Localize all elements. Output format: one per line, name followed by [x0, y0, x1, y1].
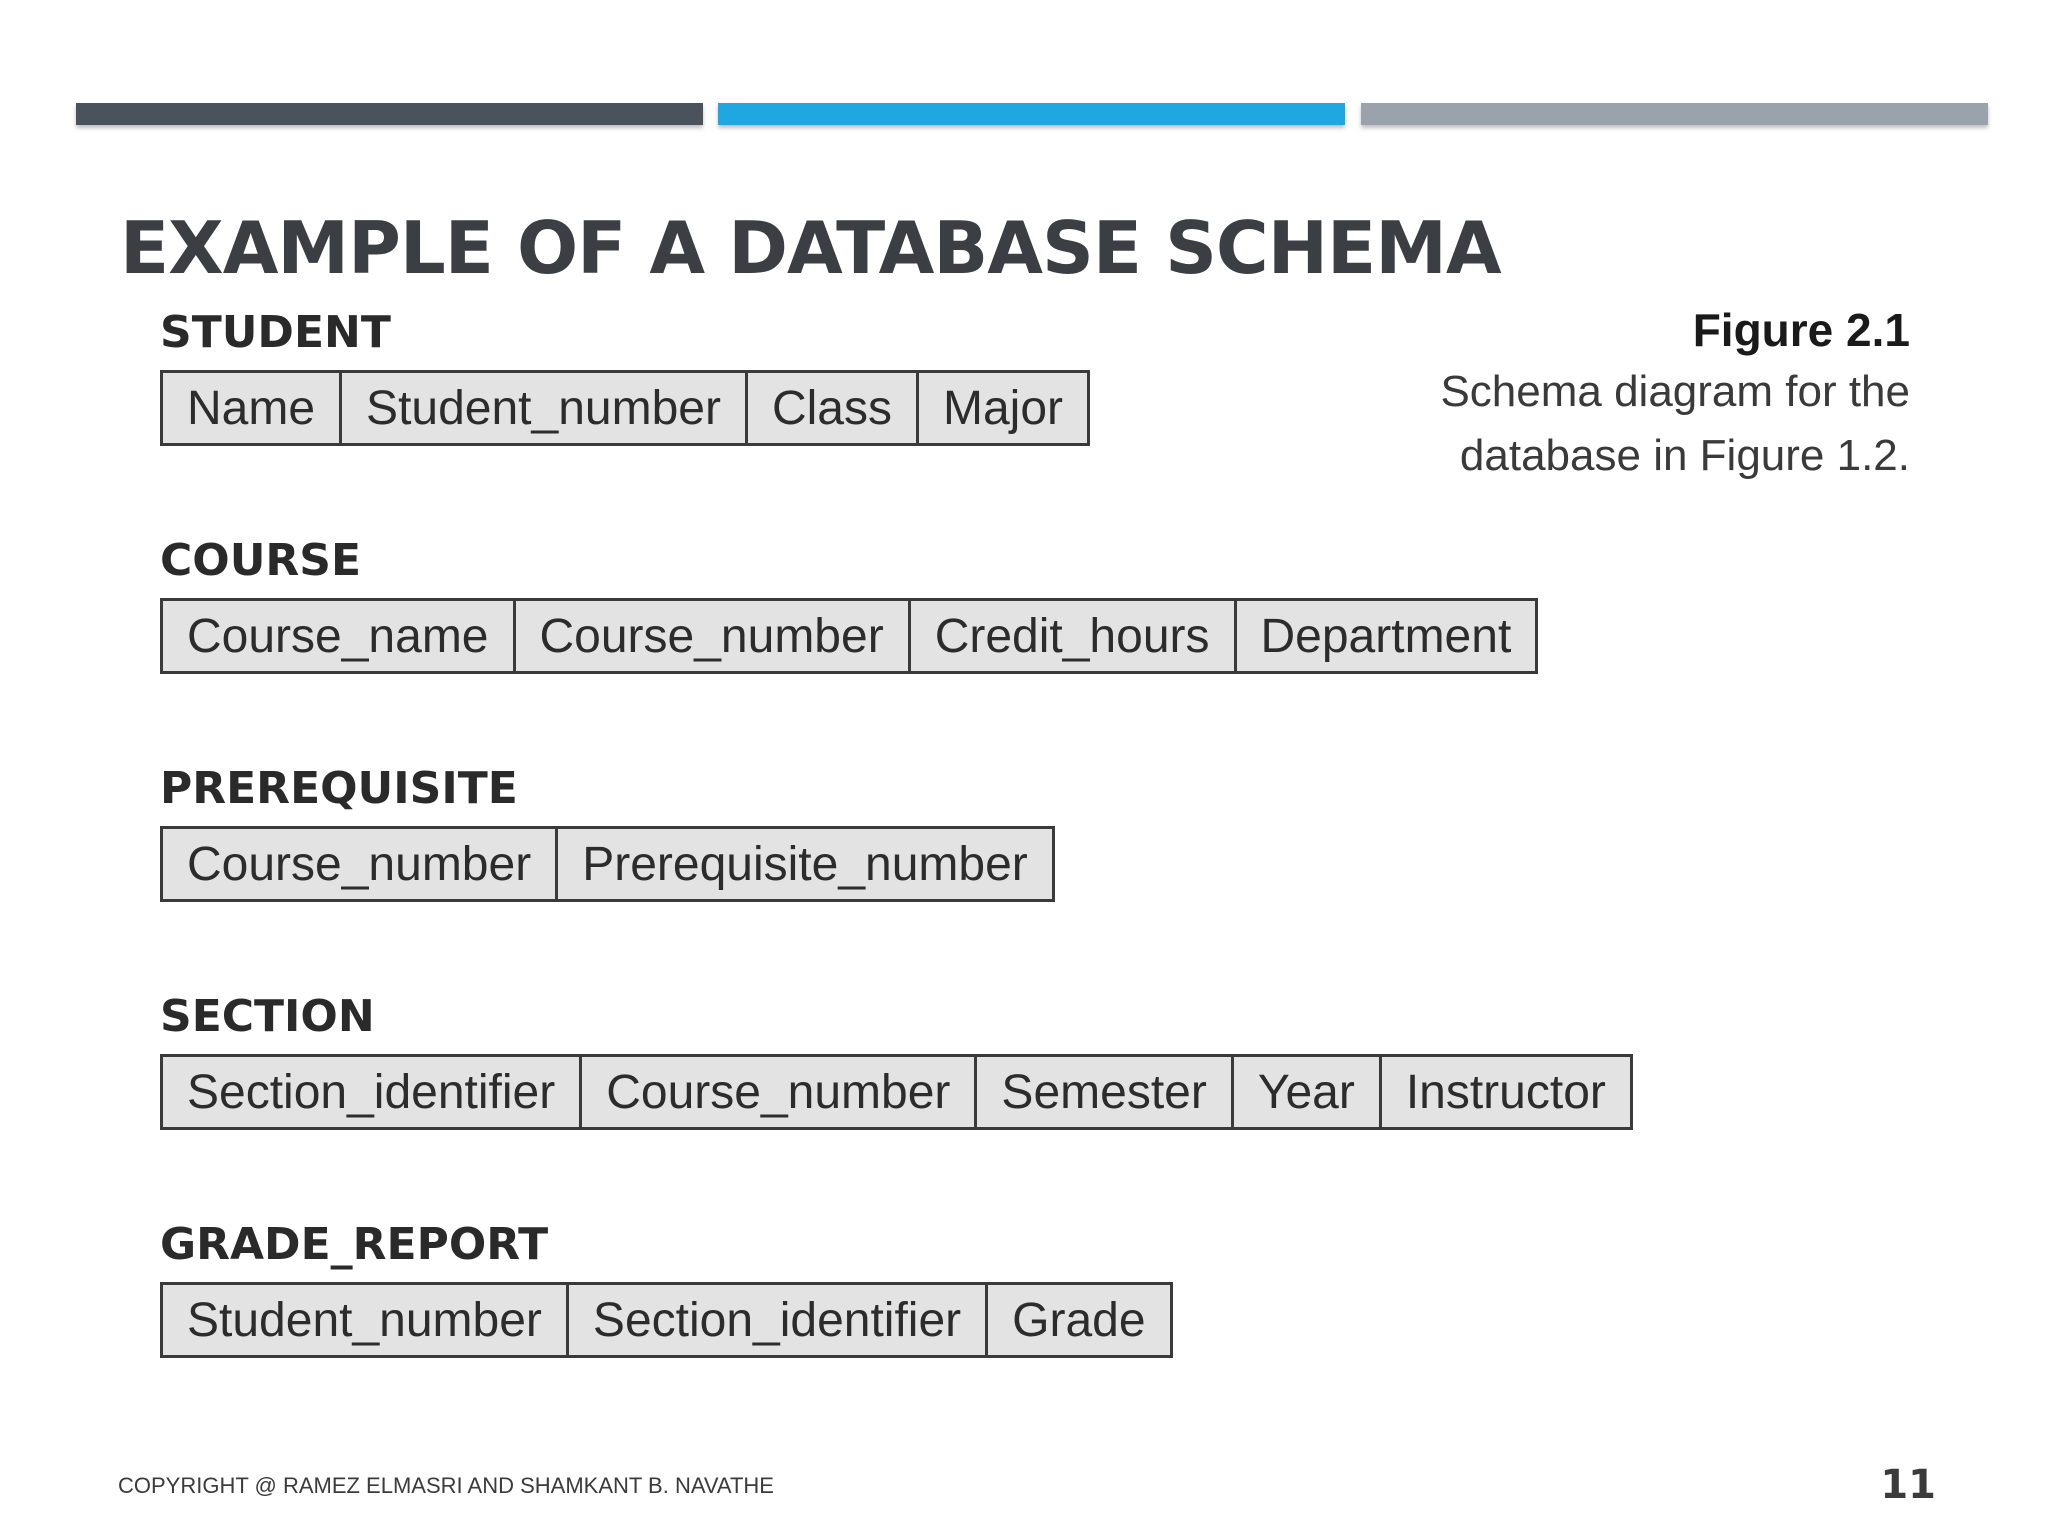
attribute-cell: Student_number: [163, 1285, 569, 1355]
attribute-cell: Course_number: [163, 829, 558, 899]
attribute-cell: Semester: [977, 1057, 1233, 1127]
relation-course: [160, 536, 1538, 674]
attribute-cell: Class: [748, 373, 919, 443]
attribute-cell: Major: [943, 381, 1064, 435]
relation-name: STUDENT: [160, 307, 391, 358]
relation-section: [160, 992, 1633, 1130]
attribute-cell: Name: [163, 373, 342, 443]
attribute-cell: Prerequisite_number: [582, 837, 1028, 891]
slide-title: EXAMPLE OF A DATABASE SCHEMA: [120, 206, 1501, 290]
attribute-cell: Student_number: [342, 373, 748, 443]
attribute-row: [160, 1282, 1173, 1358]
attribute-cell: Section_identifier: [569, 1285, 988, 1355]
relation-name: PREREQUISITE: [160, 763, 518, 814]
page-number: 11: [1880, 1462, 1936, 1508]
relation-student: [160, 308, 1090, 446]
attribute-row: [160, 598, 1538, 674]
attribute-cell: Course_name: [163, 601, 516, 671]
relation-grade-report: [160, 1220, 1173, 1358]
relation-name: GRADE_REPORT: [160, 1219, 549, 1270]
attribute-row: [160, 826, 1055, 902]
attribute-cell: Course_number: [516, 601, 911, 671]
attribute-cell: Grade: [1012, 1293, 1146, 1347]
attribute-cell: Year: [1234, 1057, 1382, 1127]
relation-name: SECTION: [160, 991, 375, 1042]
figure-caption: [1440, 300, 1910, 488]
attribute-row: [160, 1054, 1633, 1130]
relation-prerequisite: [160, 764, 1055, 902]
attribute-cell: Credit_hours: [911, 601, 1237, 671]
figure-caption-line-1: Schema diagram for the: [1440, 367, 1910, 416]
attribute-cell: Instructor: [1405, 1065, 1606, 1119]
attribute-cell: Section_identifier: [163, 1057, 582, 1127]
figure-caption-line-2: database in Figure 1.2.: [1459, 431, 1910, 480]
figure-label: Figure 2.1: [1692, 304, 1910, 356]
attribute-row: [160, 370, 1090, 446]
header-bar-dark: [76, 103, 703, 125]
copyright-footer: COPYRIGHT @ RAMEZ ELMASRI AND SHAMKANT B. NAVATHE: [118, 1473, 774, 1498]
header-bar-blue: [718, 103, 1345, 125]
attribute-cell: Department: [1260, 609, 1512, 663]
attribute-cell: Course_number: [582, 1057, 977, 1127]
header-bar-gray: [1361, 103, 1988, 125]
relation-name: COURSE: [160, 535, 362, 586]
